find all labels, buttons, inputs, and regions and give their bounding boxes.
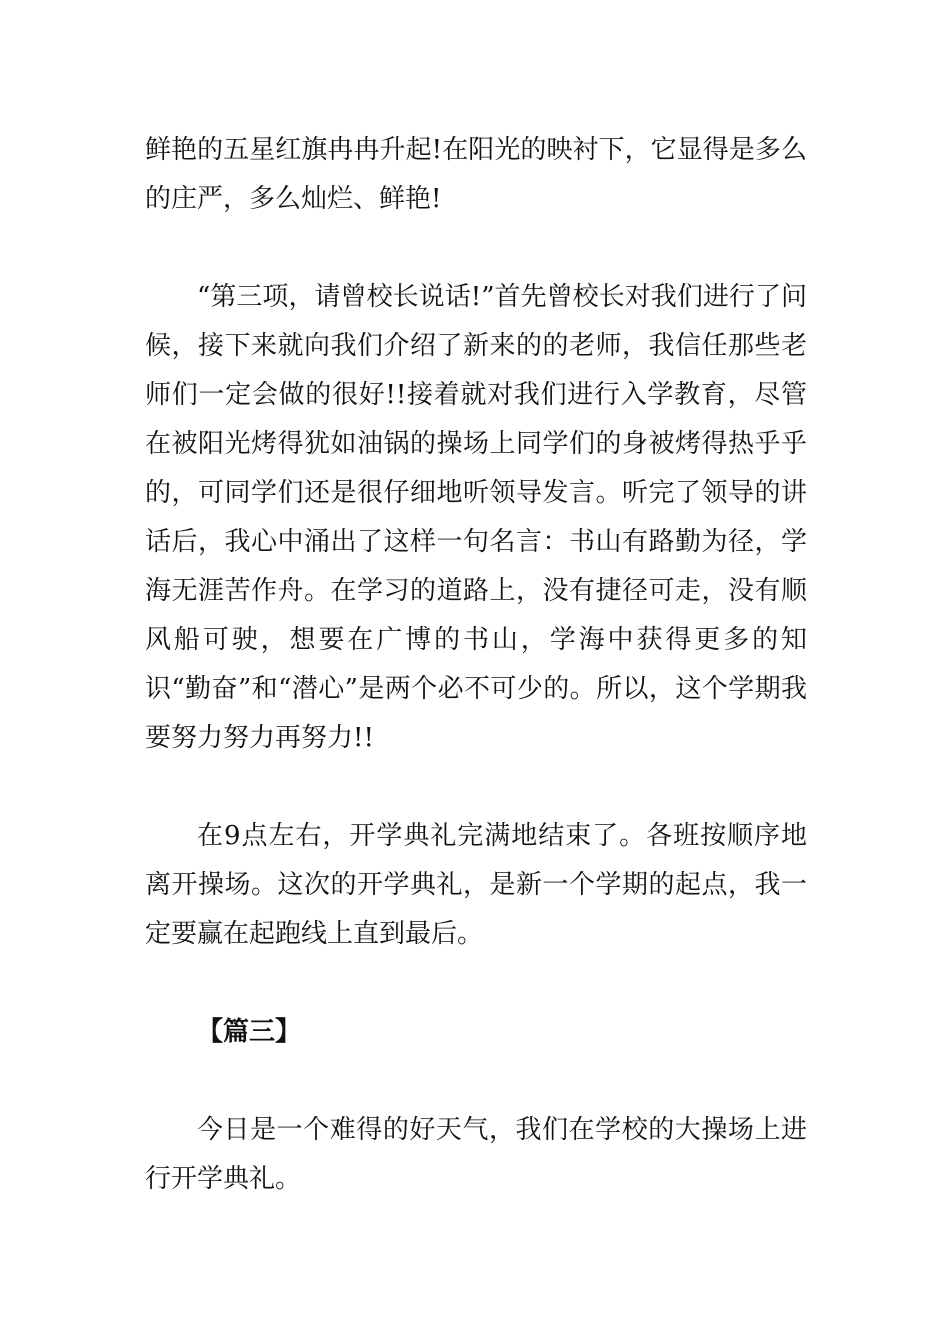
paragraph-flag-raising: 鲜艳的五星红旗冉冉升起!在阳光的映衬下，它显得是多么的庄严，多么灿烂、鲜艳!	[145, 135, 807, 214]
paragraph-ceremony-end: 在9点左右，开学典礼完满地结束了。各班按顺序地离开操场。这次的开学典礼，是新一个学期的起点，我一定要赢在起跑线上直到最后。	[145, 821, 807, 949]
paragraph-good-weather: 今日是一个难得的好天气，我们在学校的大操场上进行开学典礼。	[145, 1115, 807, 1194]
document-body	[145, 126, 807, 1204]
section-heading: 【篇三】	[197, 1017, 302, 1047]
paragraph-principal-speech: “第三项，请曾校长说话!”首先曾校长对我们进行了问候，接下来就向我们介绍了新来的的老师，我信任那些老师们一定会做的很好!!接着就对我们进行入学教育，尽管在被阳光烤得犹如油锅的操场上同学们的身被烤得热乎乎的，可同学们还是很仔细地听领导发言。听完了领导的讲话后，我心中涌出了这样一句名言：书山有路勤为径，学海无涯苦作舟。在学习的道路上，没有捷径可走，没有顺风船可驶，想要在广博的书山，学海中获得更多的知识“勤奋”和“潜心”是两个必不可少的。所以，这个学期我要努力努力再努力!!	[145, 282, 807, 753]
